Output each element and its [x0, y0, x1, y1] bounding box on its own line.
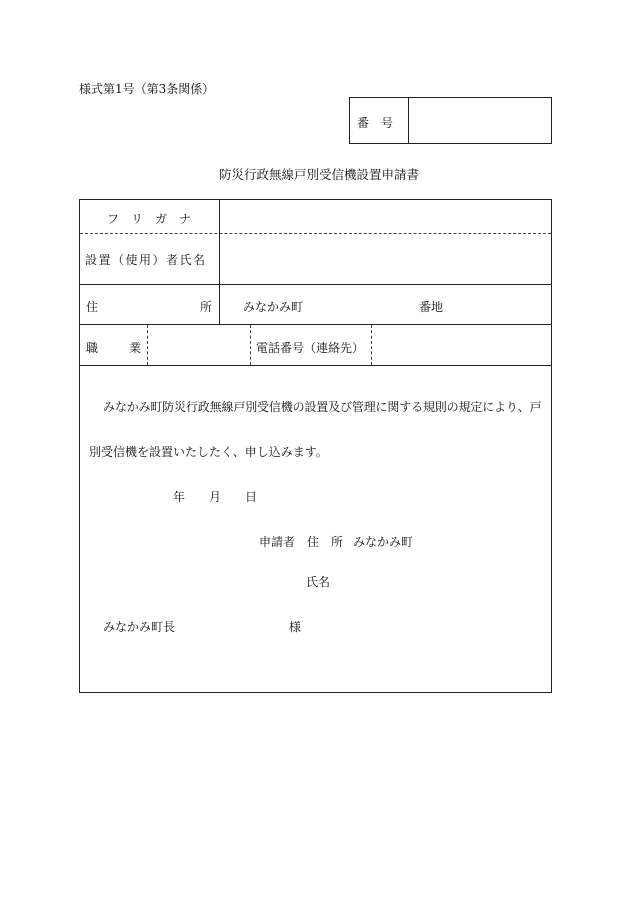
phone-field[interactable]	[377, 330, 545, 360]
date-day-label: 日	[245, 490, 258, 504]
furigana-field[interactable]	[226, 204, 544, 228]
document-title: 防災行政無線戸別受信機設置申請書	[219, 167, 420, 182]
applicant-label: 申請者	[259, 535, 296, 549]
occupation-divider-3	[371, 325, 372, 365]
address-label-2: 所	[200, 300, 213, 314]
furigana-label: フ リ ガ ナ	[107, 212, 192, 226]
name-label: 設置（使用）者氏名	[85, 253, 207, 267]
applicant-name-label: 氏名	[306, 575, 331, 589]
occupation-label-2: 業	[129, 341, 142, 355]
application-statement-line2: 別受信機を設置いたしたく、申し込みます。	[89, 445, 328, 459]
occupation-label-1: 職	[86, 341, 99, 355]
application-statement-line1: みなかみ町防災行政無線戸別受信機の設置及び管理に関する規則の規定により、戸	[103, 400, 542, 414]
honorific: 様	[289, 620, 302, 634]
addressee: みなかみ町長	[103, 620, 176, 634]
address-label-1: 住	[86, 300, 99, 314]
name-field[interactable]	[226, 240, 544, 278]
occupation-divider-2	[250, 325, 251, 365]
address-banchi: 番地	[419, 300, 444, 314]
label-column-divider	[219, 200, 220, 324]
furigana-separator	[80, 233, 551, 234]
phone-label: 電話番号（連絡先）	[256, 341, 365, 355]
number-field[interactable]	[415, 114, 545, 130]
number-label: 番 号	[357, 116, 394, 130]
number-box-divider	[408, 97, 409, 144]
date-year-label: 年	[173, 490, 186, 504]
row-separator-occupation	[80, 365, 551, 366]
occupation-divider-1	[147, 325, 148, 365]
applicant-address-value: みなかみ町	[353, 535, 414, 549]
address-town: みなかみ町	[243, 300, 304, 314]
date-month-label: 月	[209, 490, 222, 504]
form-number: 様式第1号（第3条関係）	[79, 82, 215, 96]
applicant-address-label: 住 所	[307, 535, 344, 549]
row-separator-name	[80, 284, 551, 285]
row-separator-address	[80, 324, 551, 325]
occupation-field[interactable]	[153, 330, 245, 360]
